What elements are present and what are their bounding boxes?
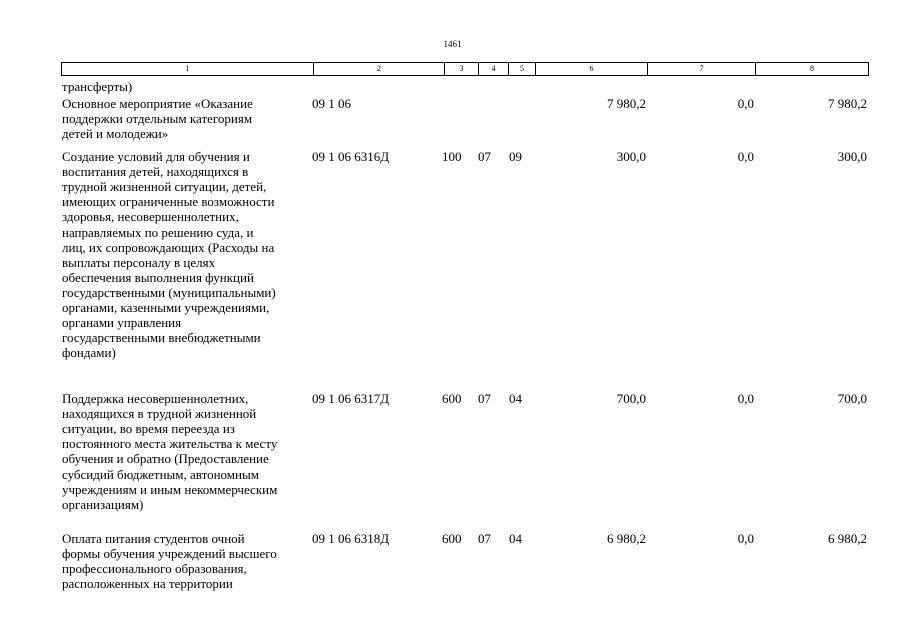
row-sum-regional: 300,0 — [837, 149, 867, 164]
row-name-line: выплаты персоналу в целях — [62, 254, 216, 270]
row-name-line: направляемых по решению суда, и — [62, 224, 254, 240]
row-section: 07 — [478, 531, 491, 546]
row-sum-total: 7 980,2 — [607, 96, 646, 111]
row-name-line: формы обучения учреждений высшего — [62, 546, 277, 562]
row-name-line: здоровья, несовершеннолетних, — [62, 209, 239, 225]
row-code: 09 1 06 6316Д — [312, 149, 390, 164]
row-name-line: поддержки отдельным категориям — [62, 111, 253, 127]
row-name-line: Создание условий для обучения и — [62, 149, 250, 164]
row-sum-federal: 0,0 — [737, 531, 754, 546]
column-number-header — [61, 62, 869, 76]
row-name-line: обучения и обратно (Предоставление — [62, 451, 269, 467]
row-name-line: Поддержка несовершеннолетних, — [62, 391, 249, 406]
row-section: 07 — [478, 391, 491, 406]
row-subsection: 09 — [509, 149, 522, 164]
row-sum-total: 300,0 — [616, 149, 646, 164]
row-sum-federal: 0,0 — [737, 149, 754, 164]
row-sum-regional: 6 980,2 — [828, 531, 867, 546]
row-name-line: имеющих ограниченные возможности — [62, 194, 275, 210]
row-sum-federal: 0,0 — [737, 96, 754, 111]
row-name-line: учреждениям и иным некоммерческим — [62, 481, 278, 497]
column-number-1: 1 — [185, 64, 190, 73]
row-name-line: государственными (муниципальными) — [62, 284, 276, 300]
row-name-line: фондами) — [62, 345, 116, 361]
row-name-line: обеспечения выполнения функций — [62, 269, 254, 285]
row-code: 09 1 06 — [312, 96, 351, 111]
row-name-line: субсидий бюджетным, автономным — [62, 466, 259, 482]
row-sum-total: 6 980,2 — [607, 531, 646, 546]
row-name-line: постоянного места жительства к месту — [62, 436, 278, 452]
row-name-line: ситуации, во время переезда из — [62, 421, 235, 437]
row-code: 09 1 06 6318Д — [312, 531, 390, 546]
row-sum-regional: 700,0 — [837, 391, 867, 406]
page-number: 1461 — [443, 39, 462, 49]
row-name-line: находящихся в трудной жизненной — [62, 406, 257, 422]
column-number-2: 2 — [313, 63, 444, 75]
row-name-line: детей и молодежи» — [62, 126, 169, 142]
row-name-line: воспитания детей, находящихся в — [62, 164, 249, 180]
column-number-8: 8 — [755, 63, 868, 75]
row-name-line: расположенных на территории — [62, 576, 233, 592]
row-name-line: трудной жизненной ситуации, детей, — [62, 179, 267, 195]
row-sum-total: 700,0 — [616, 391, 646, 406]
column-number-5: 5 — [508, 63, 535, 75]
row-name-line: Оплата питания студентов очной — [62, 531, 245, 546]
column-number-3: 3 — [444, 63, 478, 75]
row-expense-type: 100 — [442, 149, 462, 164]
column-number-6: 6 — [535, 63, 647, 75]
column-number-7: 7 — [647, 63, 755, 75]
row-subsection: 04 — [509, 391, 522, 406]
row-expense-type: 600 — [442, 531, 462, 546]
row-expense-type: 600 — [442, 391, 462, 406]
row-name-line: органами управления — [62, 315, 182, 331]
row-name-line: государственными внебюджетными — [62, 330, 261, 346]
row-name-line: организациям) — [62, 496, 144, 512]
row-code: 09 1 06 6317Д — [312, 391, 390, 406]
row-subsection: 04 — [509, 531, 522, 546]
continuation-text: трансферты) — [62, 79, 133, 94]
column-number-4: 4 — [478, 63, 508, 75]
row-name-line: профессионального образования, — [62, 561, 247, 577]
row-sum-regional: 7 980,2 — [828, 96, 867, 111]
row-section: 07 — [478, 149, 491, 164]
row-name-line: органами, казенными учреждениями, — [62, 300, 270, 315]
row-name-line: лиц, их сопровождающих (Расходы на — [62, 239, 275, 255]
row-sum-federal: 0,0 — [737, 391, 754, 406]
row-name-line: Основное мероприятие «Оказание — [62, 96, 253, 111]
